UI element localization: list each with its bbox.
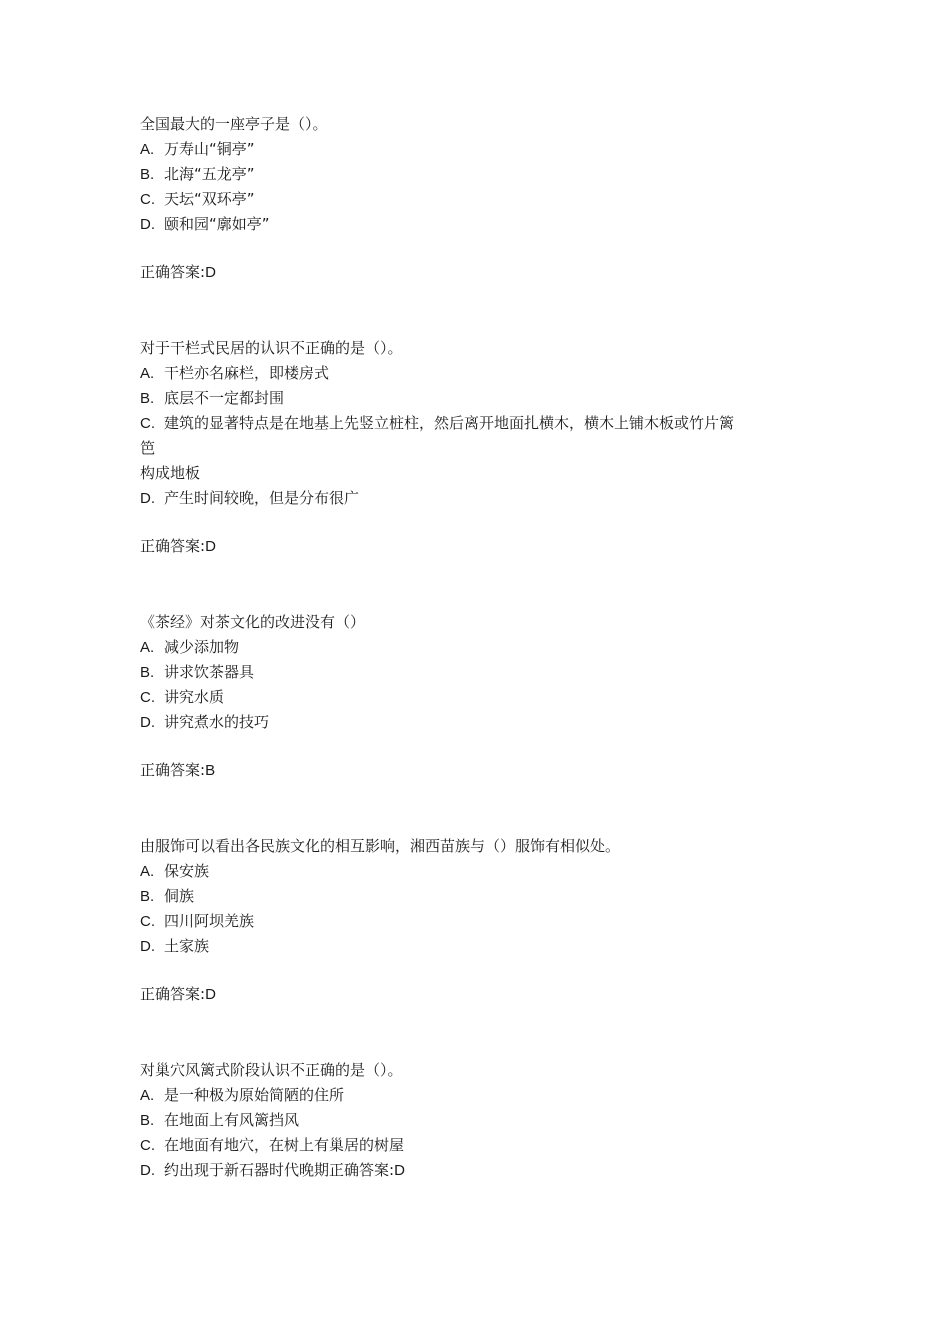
option-text: 减少添加物 (164, 638, 240, 656)
option-a (140, 635, 830, 660)
options-list (140, 635, 830, 735)
option-text: 产生时间较晚，但是分布很广 (164, 489, 360, 507)
option-letter: B. (140, 664, 155, 681)
option-b (140, 386, 830, 411)
option-b (140, 162, 830, 187)
answer-label: 正确答案: (140, 537, 206, 555)
option-letter: B. (140, 888, 155, 905)
option-letter: A. (140, 141, 155, 158)
option-c (140, 909, 830, 934)
option-d (140, 934, 830, 959)
option-text: 保安族 (164, 862, 210, 880)
answer-value: D (394, 1162, 405, 1179)
option-d (140, 212, 830, 237)
options-list (140, 859, 830, 959)
option-text: 在地面有地穴，在树上有巢居的树屋 (164, 1136, 405, 1154)
option-letter: C. (140, 1137, 155, 1154)
option-letter: A. (140, 365, 155, 382)
correct-answer (140, 758, 830, 783)
option-text (164, 411, 830, 436)
question-2 (140, 336, 830, 559)
correct-answer (140, 260, 830, 285)
option-text-line: 构成地板 (140, 464, 201, 482)
answer-label: 正确答案: (329, 1161, 395, 1179)
option-letter: A. (140, 1087, 155, 1104)
answer-value: D (205, 538, 216, 555)
option-letter: C. (140, 191, 155, 208)
option-b (140, 1108, 830, 1133)
option-text: 四川阿坝羌族 (164, 912, 255, 930)
question-3 (140, 610, 830, 783)
answer-label: 正确答案: (140, 985, 206, 1003)
option-letter: D. (140, 216, 155, 233)
answer-label: 正确答案: (140, 263, 206, 281)
question-4 (140, 834, 830, 1007)
option-text: 是一种极为原始简陋的住所 (164, 1086, 345, 1104)
question-text: 对于干栏式民居的认识不正确的是（）。 (140, 339, 403, 357)
question-gap (140, 1007, 830, 1058)
question-text: 由服饰可以看出各民族文化的相互影响，湘西苗族与（）服饰有相似处。 (140, 837, 621, 855)
question-text: 对巢穴风篱式阶段认识不正确的是（）。 (140, 1061, 403, 1079)
option-text (164, 1158, 830, 1183)
option-text: 颐和园“廓如亭” (164, 215, 270, 233)
option-letter: A. (140, 639, 155, 656)
options-list (140, 1083, 830, 1183)
question-gap (140, 285, 830, 336)
answer-label: 正确答案: (140, 761, 206, 779)
answer-value: D (205, 264, 216, 281)
option-c (140, 685, 830, 710)
option-text: 讲究水质 (164, 688, 225, 706)
option-text: 土家族 (164, 937, 210, 955)
correct-answer (140, 982, 830, 1007)
option-text: 干栏亦名麻栏，即楼房式 (164, 364, 330, 382)
option-letter: B. (140, 166, 155, 183)
option-text: 讲究煮水的技巧 (164, 713, 270, 731)
option-letter: C. (140, 689, 155, 706)
option-a (140, 859, 830, 884)
option-d (140, 710, 830, 735)
option-c (140, 411, 830, 486)
option-text: 底层不一定都封围 (164, 389, 285, 407)
option-letter: D. (140, 490, 155, 507)
option-c (140, 187, 830, 212)
option-a (140, 137, 830, 162)
document-page (140, 112, 830, 1183)
option-text: 讲求饮茶器具 (164, 663, 255, 681)
option-letter: A. (140, 863, 155, 880)
question-gap (140, 783, 830, 834)
option-a (140, 1083, 830, 1108)
options-list (140, 361, 830, 511)
question-text: 全国最大的一座亭子是（）。 (140, 115, 328, 133)
correct-answer (329, 1161, 405, 1179)
option-letter: C. (140, 415, 155, 432)
option-b (140, 660, 830, 685)
option-text-line: 建筑的显著特点是在地基上先竖立桩柱，然后离开地面扎横木，横木上铺木板或竹片篱 (164, 414, 735, 432)
option-letter: B. (140, 1112, 155, 1129)
option-text-line: 笆 (140, 439, 156, 457)
question-gap (140, 559, 830, 610)
option-text: 在地面上有风篱挡风 (164, 1111, 300, 1129)
option-text: 天坛“双环亭” (164, 190, 255, 208)
option-text: 北海“五龙亭” (164, 165, 255, 183)
option-text: 万寿山“铜亭” (164, 140, 255, 158)
option-letter: C. (140, 913, 155, 930)
question-text: 《茶经》对茶文化的改进没有（） (140, 613, 366, 631)
correct-answer (140, 534, 830, 559)
option-letter: B. (140, 390, 155, 407)
option-letter: D. (140, 714, 155, 731)
answer-value: B (205, 762, 216, 779)
option-letter: D. (140, 1162, 155, 1179)
option-d (140, 486, 830, 511)
option-text: 侗族 (164, 887, 195, 905)
option-c (140, 1133, 830, 1158)
option-d (140, 1158, 830, 1183)
option-letter: D. (140, 938, 155, 955)
question-1 (140, 112, 830, 285)
option-text-content: 约出现于新石器时代晚期 (164, 1161, 330, 1179)
question-5 (140, 1058, 830, 1183)
answer-value: D (205, 986, 216, 1003)
option-a (140, 361, 830, 386)
option-b (140, 884, 830, 909)
options-list (140, 137, 830, 237)
